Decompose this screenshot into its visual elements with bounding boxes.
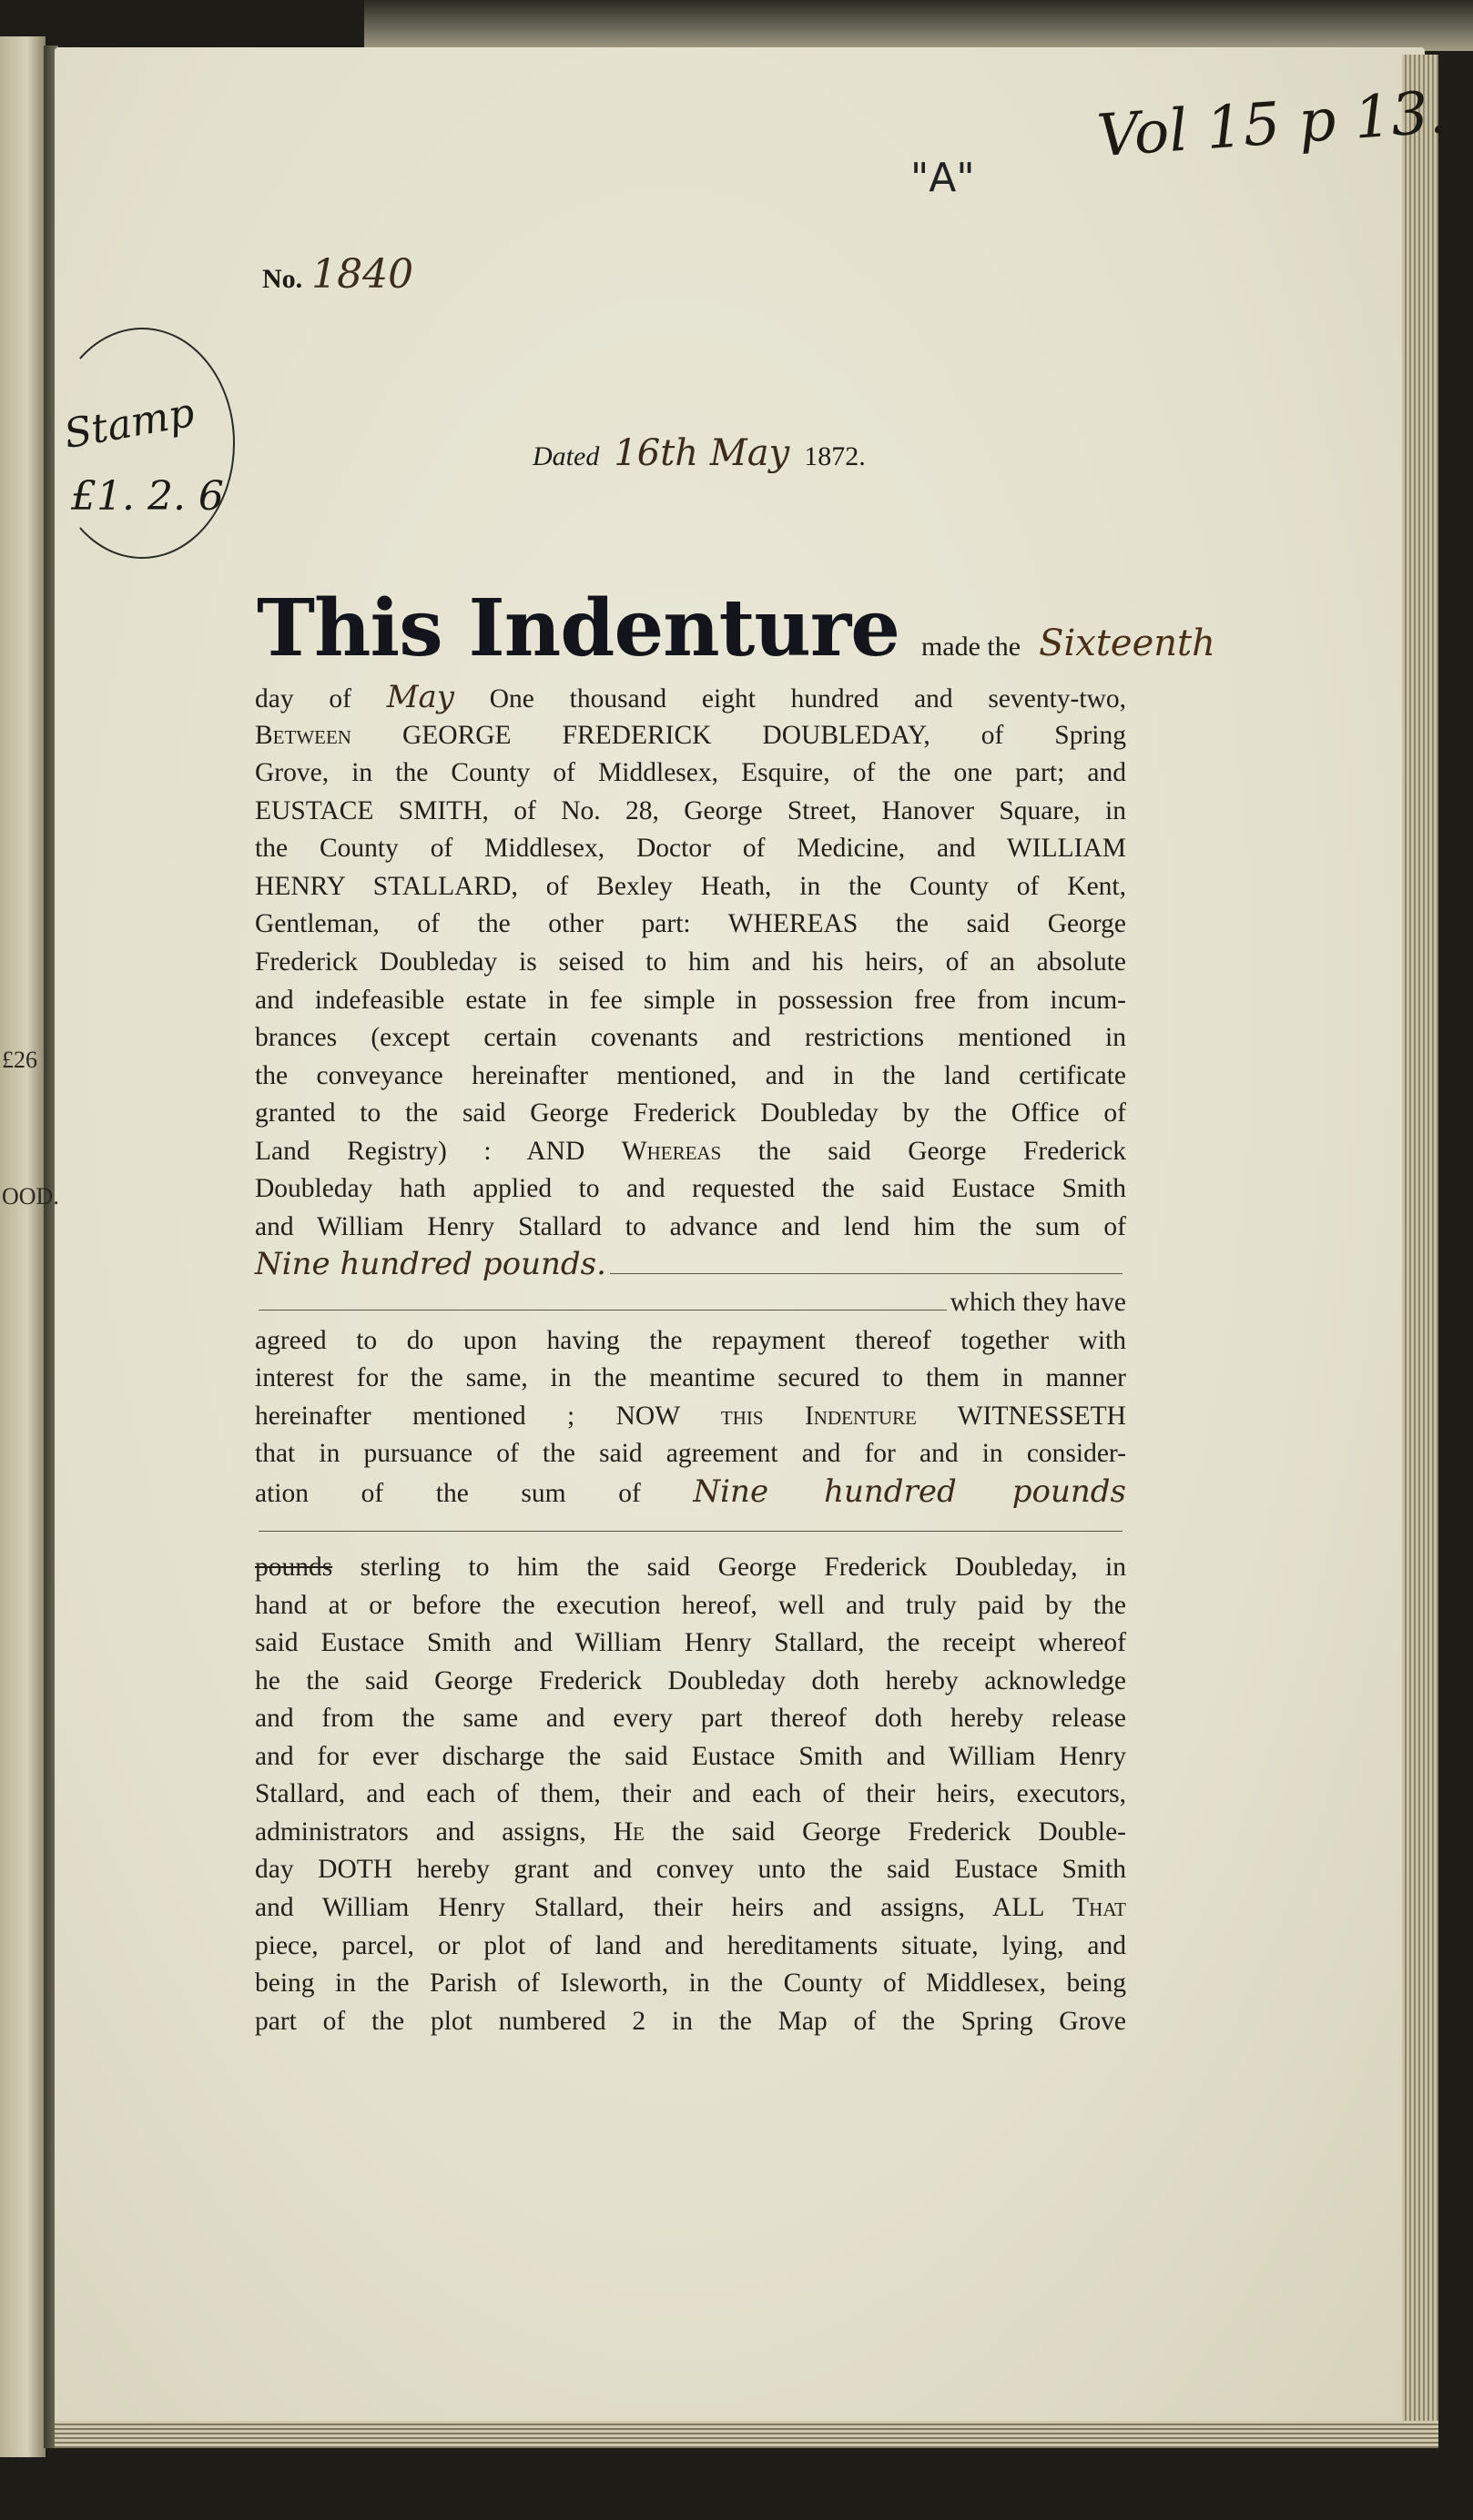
left-margin-text: £26 bbox=[2, 1047, 37, 1073]
text: Grove, in the County of Middlesex, Esquire, of the one part; and bbox=[255, 758, 1126, 788]
text-line bbox=[255, 1776, 1126, 1814]
text-line bbox=[255, 1435, 1126, 1473]
text-line bbox=[255, 1095, 1126, 1133]
text-line bbox=[255, 1360, 1126, 1398]
text: EUSTACE SMITH, of No. 28, George Street, Hanover Square, in bbox=[255, 795, 1126, 825]
fill-in-rule bbox=[259, 1511, 1123, 1532]
text-line bbox=[255, 1019, 1126, 1058]
text: and William Henry Stallard to advance and lend him the sum of bbox=[255, 1211, 1126, 1241]
text: Doubleday hath applied to and requested the said Eustace Smith bbox=[255, 1174, 1126, 1204]
text: part of the plot numbered 2 in the Map of the Spring Grove bbox=[255, 2006, 1126, 2036]
text-line bbox=[255, 679, 1126, 717]
text-line bbox=[255, 1398, 1126, 1436]
text: One thousand eight hundred and seventy-two, bbox=[453, 684, 1126, 713]
text: interest for the same, in the meantime secured to them in manner bbox=[255, 1363, 1126, 1393]
text-line bbox=[255, 1322, 1126, 1361]
text-line bbox=[255, 1700, 1126, 1738]
text-line bbox=[255, 1058, 1126, 1096]
heading-title: This Indenture bbox=[257, 582, 899, 674]
text: Gentleman, of the other part: WHEREAS the said George bbox=[255, 909, 1126, 939]
text-line bbox=[255, 1133, 1126, 1171]
small-caps-text: Between bbox=[255, 720, 351, 750]
text: brances (except certain covenants and restrictions mentioned in bbox=[255, 1023, 1126, 1053]
text-line bbox=[255, 1511, 1126, 1549]
text: the said George Frederick bbox=[721, 1136, 1127, 1166]
text: that in pursuance of the said agreement and for and in consider- bbox=[255, 1439, 1126, 1469]
small-caps-text: That bbox=[1072, 1893, 1126, 1922]
text: which they have bbox=[950, 1288, 1126, 1317]
text: he the said George Frederick Doubleday doth hereby acknowledge bbox=[255, 1665, 1126, 1695]
text: and for ever discharge the said Eustace Smith and William Henry bbox=[255, 1741, 1126, 1771]
text: the said George Frederick Double- bbox=[644, 1817, 1126, 1847]
indenture-heading bbox=[257, 582, 1215, 674]
text-line bbox=[255, 1928, 1126, 1966]
underlying-page-top bbox=[364, 0, 1473, 51]
adjacent-left-page bbox=[0, 36, 46, 2457]
struck-text: pounds bbox=[255, 1552, 333, 1582]
handwritten-insert: Nine hundred pounds. bbox=[255, 1246, 606, 1283]
heading-day-handwritten: Sixteenth bbox=[1039, 622, 1215, 664]
fill-in-rule bbox=[610, 1253, 1123, 1274]
text-line bbox=[255, 1624, 1126, 1663]
left-margin-text: OOD. bbox=[2, 1183, 59, 1209]
text-line bbox=[255, 1663, 1126, 1701]
heading-made-the: made the bbox=[920, 632, 1021, 662]
text: and indefeasible estate in fee simple in possession free from incum- bbox=[255, 985, 1126, 1015]
text-line bbox=[255, 1965, 1126, 2003]
document-body bbox=[255, 679, 1126, 2040]
fill-in-rule bbox=[259, 1290, 947, 1311]
text: ation of the sum of bbox=[255, 1478, 694, 1508]
text: Frederick Doubleday is seised to him and his heirs, of an absolute bbox=[255, 946, 1126, 977]
dated-label: Dated bbox=[533, 441, 600, 471]
dated-handwritten: 16th May bbox=[614, 432, 790, 474]
stamp-amount: £1. 2. 6 bbox=[71, 473, 224, 520]
text: and William Henry Stallard, their heirs and assigns, ALL bbox=[255, 1893, 1073, 1922]
text-line bbox=[255, 1738, 1126, 1776]
document-number bbox=[262, 251, 413, 298]
text-line bbox=[255, 1889, 1126, 1928]
handwritten-insert: Nine hundred pounds bbox=[693, 1473, 1126, 1510]
date-line bbox=[533, 432, 866, 474]
text-line bbox=[255, 1587, 1126, 1625]
text-line bbox=[255, 982, 1126, 1020]
text-line bbox=[255, 1851, 1126, 1889]
handwritten-insert: May bbox=[386, 679, 454, 715]
text-line bbox=[255, 830, 1126, 868]
dated-year: 1872. bbox=[804, 441, 866, 471]
text: hand at or before the execution hereof, well and truly paid by the bbox=[255, 1590, 1126, 1620]
text-line bbox=[255, 1170, 1126, 1209]
text-line bbox=[255, 868, 1126, 906]
text: and from the same and every part thereof doth hereby release bbox=[255, 1704, 1126, 1734]
text: agreed to do upon having the repayment thereof together with bbox=[255, 1325, 1126, 1355]
text: day DOTH hereby grant and convey unto the said Eustace Smith bbox=[255, 1855, 1126, 1885]
number-label: No. bbox=[262, 264, 303, 294]
text-line bbox=[255, 793, 1126, 831]
text: day of bbox=[255, 684, 387, 713]
text-line bbox=[255, 2003, 1126, 2041]
text: administrators and assigns, bbox=[255, 1817, 614, 1847]
number-value: 1840 bbox=[311, 251, 414, 298]
text: said Eustace Smith and William Henry Stallard, the receipt whereof bbox=[255, 1628, 1126, 1658]
text: sterling to him the said George Frederick Doubleday, in bbox=[332, 1552, 1126, 1582]
text: being in the Parish of Isleworth, in the County of Middlesex, being bbox=[255, 1968, 1126, 1999]
text: hereinafter mentioned ; NOW bbox=[255, 1401, 721, 1431]
text-line bbox=[255, 717, 1126, 755]
text-line bbox=[255, 754, 1126, 793]
text: piece, parcel, or plot of land and hereditaments situate, lying, and bbox=[255, 1930, 1126, 1960]
text-line bbox=[255, 1814, 1126, 1852]
page-edges bbox=[1402, 55, 1438, 2430]
document-mark: "A" bbox=[910, 155, 975, 201]
text-line bbox=[255, 944, 1126, 982]
text: GEORGE FREDERICK DOUBLEDAY, of Spring bbox=[350, 720, 1126, 750]
text: Land Registry) : AND bbox=[255, 1136, 622, 1166]
text: Stallard, and each of them, their and each of their heirs, executors, bbox=[255, 1779, 1126, 1809]
text: granted to the said George Frederick Doubleday by the Office of bbox=[255, 1098, 1126, 1128]
text: the County of Middlesex, Doctor of Medicine, and WILLIAM bbox=[255, 834, 1126, 864]
small-caps-text: Whereas bbox=[621, 1136, 722, 1166]
text: WITNESSETH bbox=[916, 1401, 1126, 1431]
text-line bbox=[255, 1549, 1126, 1587]
text-line bbox=[255, 1284, 1126, 1322]
page-edges-bottom bbox=[55, 2421, 1438, 2448]
text-line bbox=[255, 1473, 1126, 1512]
text-line bbox=[255, 1209, 1126, 1247]
stamp-label: Stamp bbox=[60, 389, 198, 459]
volume-reference: Vol 15 p 13. bbox=[1094, 78, 1449, 171]
text: HENRY STALLARD, of Bexley Heath, in the County of Kent, bbox=[255, 871, 1126, 901]
small-caps-text: He bbox=[613, 1817, 645, 1847]
small-caps-text: this Indenture bbox=[720, 1401, 917, 1431]
text: the conveyance hereinafter mentioned, and in the land certificate bbox=[255, 1060, 1126, 1090]
text-line bbox=[255, 1246, 1126, 1284]
text-line bbox=[255, 906, 1126, 944]
